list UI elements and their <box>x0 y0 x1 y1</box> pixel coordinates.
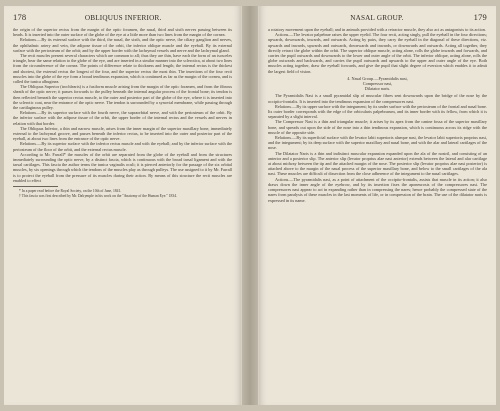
right-page <box>258 6 496 405</box>
paragraph: The Obliquus Superior (trochlearis) is a fusiform muscle arising from the margin of the optic foramen, and from the fibrous sheath of the optic nerve; it passes forwards to the pulley beneath the internal angular process of the frontal bone; its tendon is then reflected beneath the superior rectus muscle, to the outer and posterior part of the globe of the eye, where it is inserted into the sclerotic coat, near the entrance of the optic nerve. The tendon is surrounded by a synovial membrane, while passing through the cartilaginous pulley. <box>13 84 232 111</box>
paragraph: The Pyramidalis Nasi is a small pyramidal slip of muscular fibres sent downwards upon the bridge of the nose by the occipito-frontalis. It is inserted into the tendinous expansion of the compressores nasi. <box>268 93 487 104</box>
paragraph: The recti muscles present several characters which are common to all; thus they are thin, have each the form of an isosceles triangle, bear the same relation to the globe of the eye, and are inserted in a similar manner into the sclerotica, at about two lines from the circumference of the cornea. The points of difference relate to thickness and length; the internal rectus is the thickest and shortest, the external rectus the longest of the four, and the superior rectus the most thin. The insertions of the four recti muscles into the globe of the eye form a broad tendinous expansion, which is continued as far as the margin of the cornea, and is called the tunica albuginea. <box>13 53 232 85</box>
paragraph: Relations.—By its superior surface with the inferior rectus muscle and with the eyeball; and by the inferior surface with the periosteum of the floor of the orbit, and the external rectus muscle. <box>13 141 232 152</box>
left-running-head: OBLIQUUS INFERIOR. <box>84 14 162 22</box>
footnotes <box>13 189 232 198</box>
book-gutter <box>242 6 258 405</box>
paragraph: Relations.—By its external surface with the third, the nasal, the sixth, and the optic nerve, the ciliary ganglion and nerves, the ophthalmic artery and vein, the adipose tissue of the orbit, the inferior oblique muscle and the eyeball. By its external surface with the periosteum of the orbit; and by the upper border with the lachrymal vessels and nerve and the lachrymal gland. <box>13 37 232 53</box>
right-page-number: 179 <box>473 12 487 22</box>
left-page-number: 178 <box>13 12 27 22</box>
paragraph: Actions.—The levator palpebrae raises the upper eyelid. The four recti, acting singly, pull the eyeball in the four directions; upwards, downwards, inwards, and outwards. Acting by pairs, they carry the eyeball in the diagonal of these directions, viz. upwards and inwards, upwards and outwards, downwards and inwards, or downwards and outwards. Acting all together, they directly retract the globe within the orbit. The superior oblique muscle, acting alone, rolls the globe inwards and forwards, and carries the pupil outwards and downwards to the lower and outer angle of the orbit. The inferior oblique, acting alone, rolls the globe outwards and backwards, and carries the pupil outwards and upwards to the upper and outer angle of the eye. Both muscles acting together, draw the eyeball forwards, and give the pupil that slight degree of eversion which enables it to admit the largest field of vision. <box>268 32 487 74</box>
paragraph: Actions.—The pyramidalis nasi, as a point of attachment of the occipito-frontalis, assists that muscle in its action; it also draws down the inner angle of the eyebrow, and by its insertion fixes the aponeurosis of the compressores nasi. The compressores nasi appear to act in expanding rather than in compressing the nares; hence probably the compressed state of the nares from paralysis of these muscles in the last moments of life, or in compression of the brain. The use of the dilatator naris is expressed in its name. <box>268 176 487 203</box>
footnote: † This fascia was first described by Mr. Dalrymple in his work on the "Anatomy of the Human Eye." 1834. <box>19 193 177 198</box>
paragraph: According to Mr. Farrall* the muscles of the orbit are separated from the globe of the eyeball and from the structures immediately surrounding the optic nerve, by a distinct fascia, which is continuous with the broad tarsal ligament and with the tarsal cartilages. This fascia the author terms the tunica vaginalis oculi; it is pierced anteriorly for the passage of the six orbital muscles, by six openings through which the tendons of the muscles play as through pulleys. The use assigned to it by Mr. Farrall is to protect the eyeball from the pressure of its muscles during their action. By means of this structure the recti muscles are enabled to effect <box>13 151 232 183</box>
left-page-body <box>13 27 232 183</box>
paragraph: a rotatory movement upon the eyeball; and in animals provided with a retractor muscle, they also act as antagonists to its action. <box>268 27 486 32</box>
right-page-header <box>268 12 487 22</box>
paragraph: The Compressor Nasi is a thin and triangular muscle; it arises by its apex from the canine fossa of the superior maxillary bone, and spreads out upon the side of the nose into a thin tendinous expansion, which is continuous across its ridge with the muscle of the opposite side. <box>268 119 487 135</box>
paragraph: the origin of the superior rectus from the margin of the optic foramen, the nasal, third and sixth nerves passing between its heads. It is inserted into the outer surface of the globe of the eye at a little more than two lines from the margin of the cornea. <box>13 27 232 38</box>
left-page <box>4 6 242 405</box>
paragraph: Relations.—By its superficial surface with the levator labii superioris alaeque nasi, the levator labii superioris proprius nasi, and the integument; by its deep surface with the superior maxillary and nasal bone, and with the alar and lateral cartilages of the nose. <box>268 135 487 151</box>
section-heading: 4. Nasal Group.—Pyramidalis nasi, <box>347 75 408 81</box>
list-item: Dilatator naris. <box>364 86 391 92</box>
right-running-head: NASAL GROUP. <box>350 14 404 22</box>
footnote-rule <box>13 186 58 187</box>
paragraph: Relations.—By its superior surface with the fourth nerve, the supraorbital nerve, and with the periosteum of the orbit. By the inferior surface with the adipose tissue of the orbit, the upper border of the internal rectus and the vessels and nerves in relation with that border. <box>13 110 232 126</box>
paragraph: The Dilatator Naris is a thin and indistinct muscular expansion expanded upon the ala of the nostril, and consisting of an anterior and a posterior slip. The anterior slip (levator proprius alae nasi anterior) extends between the lateral and alar cartilage at about midway between the tip and the attached margin of the nose. The posterior slip (levator proprius alae nasi posterior) is attached above to the margin of the nasal process of the superior maxillary bone, and below to the small cartilages of the ala nasi. These muscles are difficult of dissection from the close adherence of the integument to the nasal cartilages. <box>268 150 487 177</box>
left-page-header <box>13 12 232 22</box>
list-item: Compressor nasi, <box>362 81 393 87</box>
footnote: * In a paper read before the Royal Society, on the 10th of June, 1841. <box>19 189 122 194</box>
right-page-body <box>268 27 487 203</box>
paragraph: The Obliquus Inferior, a thin and narrow muscle, arises from the inner margin of the superior maxillary bone, immediately external to the lachrymal groove, and passes beneath the inferior rectus, to be inserted into the outer and posterior part of the eyeball, at about two lines from the entrance of the optic nerve. <box>13 125 232 142</box>
paragraph: Relations.—By its upper surface with the integument; by its under surface with the periosteum of the frontal and nasal bone. Its outer border corresponds with the edge of the orbicularis palpebrarum, and its inner border with its fellow, from which it is separated by a slight interval. <box>268 103 487 120</box>
